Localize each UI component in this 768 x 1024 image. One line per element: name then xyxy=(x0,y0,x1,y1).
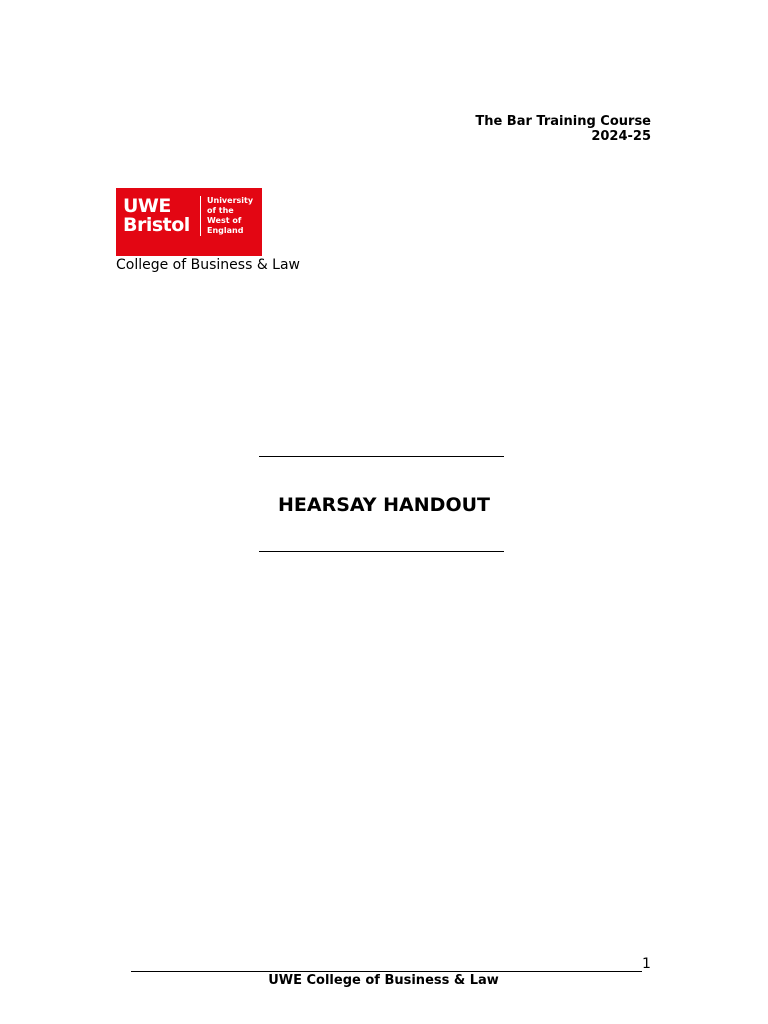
uwe-bristol-logo xyxy=(116,188,262,256)
document-header xyxy=(475,114,651,144)
footer-rule xyxy=(131,971,642,972)
logo-word-uwe: UWE xyxy=(123,195,171,217)
college-name: College of Business & Law xyxy=(116,257,301,273)
logo-subtitle xyxy=(207,196,253,236)
course-name: The Bar Training Course xyxy=(475,114,651,129)
document-title: HEARSAY HANDOUT xyxy=(278,494,490,516)
page-number: 1 xyxy=(642,956,651,972)
logo-sub-line: West of xyxy=(207,216,242,225)
title-bottom-rule xyxy=(259,551,504,552)
logo-word-bristol: Bristol xyxy=(123,214,190,236)
logo-sub-line: University xyxy=(207,196,254,205)
logo-sub-line: England xyxy=(207,226,244,235)
title-top-rule xyxy=(259,456,504,457)
academic-year: 2024-25 xyxy=(591,129,651,144)
logo-sub-line: of the xyxy=(207,206,234,215)
logo-divider xyxy=(200,196,201,236)
footer-text: UWE College of Business & Law xyxy=(268,973,499,988)
